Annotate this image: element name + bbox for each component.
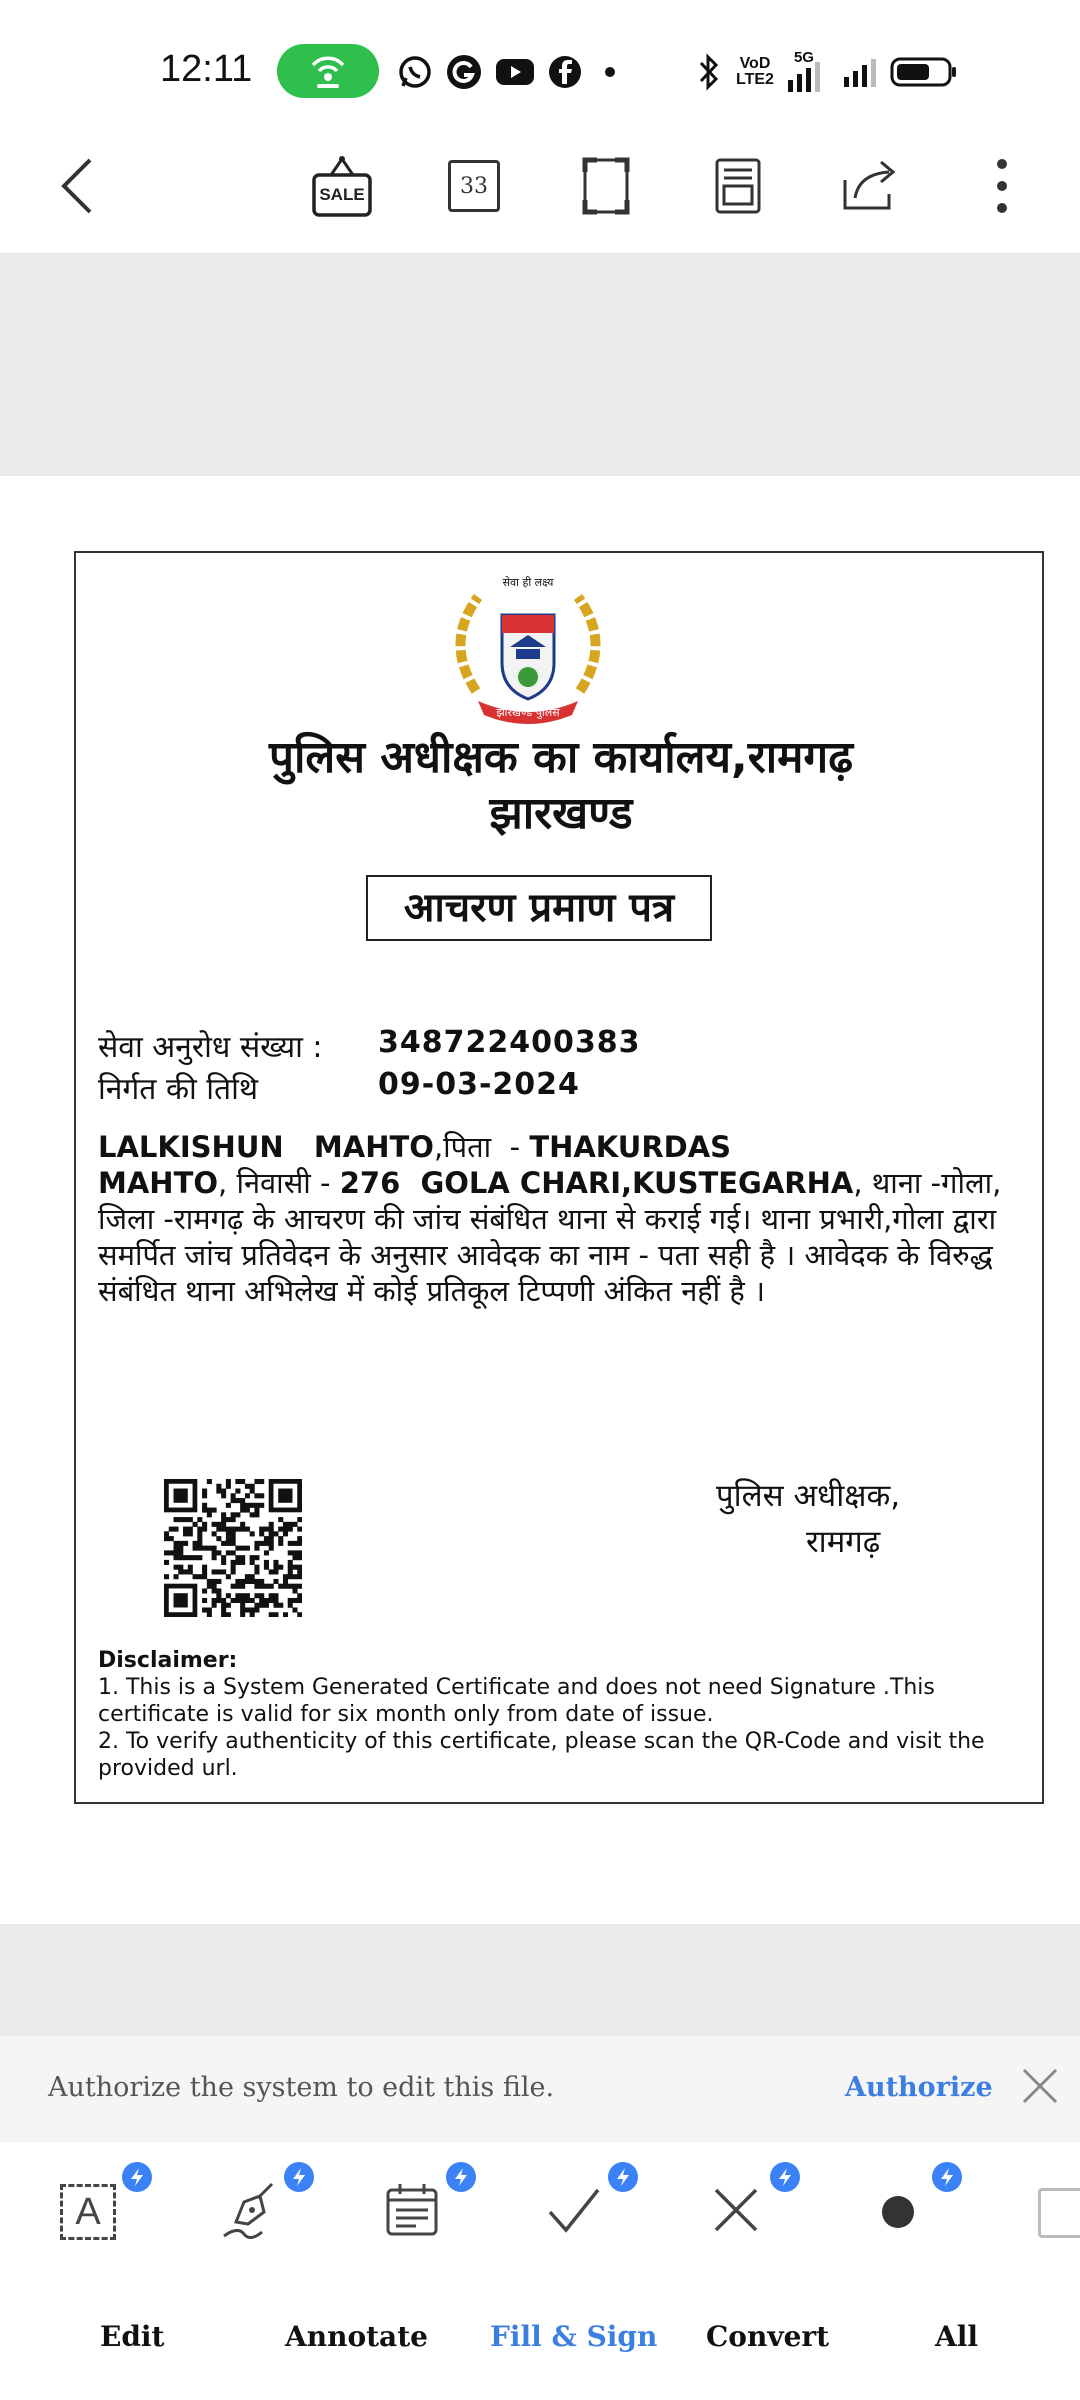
cross-icon <box>704 2178 768 2242</box>
pro-badge-icon <box>284 2162 314 2192</box>
service-request-value: 348722400383 <box>378 1025 641 1060</box>
page-count-badge <box>448 160 500 212</box>
service-request-label: सेवा अनुरोध संख्या : <box>98 1030 323 1065</box>
police-emblem <box>438 573 618 733</box>
status-bar <box>0 0 1080 120</box>
g-icon <box>445 53 483 91</box>
share-button[interactable] <box>830 146 910 226</box>
applicant-name: LALKISHUN MAHTO <box>98 1130 434 1164</box>
signal-icon-2 <box>844 57 876 87</box>
signatory <box>716 1473 900 1565</box>
youtube-icon <box>495 57 535 87</box>
share-icon <box>839 158 901 214</box>
authorize-button[interactable]: Authorize <box>845 2072 993 2103</box>
issue-date-label: निर्गत की तिथि <box>98 1072 259 1107</box>
back-button[interactable] <box>38 146 118 226</box>
top-toolbar <box>0 120 1080 254</box>
system-icons <box>696 50 958 94</box>
volte-indicator: VoD LTE2 <box>736 55 774 88</box>
authorize-message: Authorize the system to edit this file. <box>48 2072 555 2103</box>
whatsapp-icon <box>397 54 433 90</box>
checkmark-icon <box>542 2178 606 2242</box>
bluetooth-icon <box>696 52 722 92</box>
cross-tool[interactable] <box>704 2178 774 2248</box>
fullscreen-icon <box>581 156 631 216</box>
emblem-motto: सेवा ही लक्ष्य <box>502 576 554 589</box>
disclaimer-item-1: 1. This is a System Generated Certificate and does not need Signature .This certificate is valid for six month only from date of issue. <box>98 1675 935 1727</box>
certificate-heading: आचरण प्रमाण पत्र <box>366 875 712 941</box>
sale-tag-icon <box>311 153 373 219</box>
bottom-tabs <box>0 2272 1080 2400</box>
tools-row <box>0 2142 1080 2273</box>
filled-dot-icon <box>866 2178 930 2242</box>
battery-icon <box>890 56 958 88</box>
certificate <box>74 551 1044 1804</box>
notification-icons <box>397 52 625 92</box>
tab-annotate[interactable]: Annotate <box>285 2320 428 2353</box>
signal-icon: 5G <box>788 52 820 92</box>
service-request-row <box>98 1025 641 1066</box>
signatory-place: रामगढ़ <box>806 1524 881 1560</box>
close-icon <box>1018 2064 1062 2108</box>
qr-code[interactable] <box>164 1479 302 1617</box>
page-count-button[interactable] <box>434 146 514 226</box>
dot-tool[interactable] <box>866 2178 936 2248</box>
issue-date-value: 09-03-2024 <box>378 1067 580 1102</box>
checkmark-tool[interactable] <box>542 2178 612 2248</box>
status-time: 12:11 <box>160 48 253 90</box>
signature-tool[interactable] <box>218 2178 288 2248</box>
tab-all[interactable]: All <box>935 2320 978 2353</box>
sale-label: SALE <box>319 185 365 204</box>
viewer-background-top <box>0 254 1080 476</box>
pen-sign-icon <box>218 2178 282 2242</box>
viewer-background-bottom <box>0 1924 1080 2036</box>
date-tool[interactable] <box>380 2178 450 2248</box>
pro-badge-icon <box>446 2162 476 2192</box>
text-box-icon <box>60 2184 116 2240</box>
authorize-banner <box>0 2036 1080 2142</box>
close-banner-button[interactable] <box>1018 2064 1062 2108</box>
pro-badge-icon <box>608 2162 638 2192</box>
chevron-left-icon <box>58 156 98 216</box>
dot-icon <box>595 57 625 87</box>
page-view-button[interactable] <box>698 146 778 226</box>
pro-badge-icon <box>122 2162 152 2192</box>
page-count: 33 <box>460 173 488 199</box>
rectangle-icon <box>1038 2188 1080 2238</box>
applicant-address: 276 GOLA CHARI,KUSTEGARHA <box>339 1166 854 1200</box>
office-title: पुलिस अधीक्षक का कार्यालय,रामगढ़ <box>269 732 853 783</box>
issue-date-row <box>98 1067 580 1108</box>
more-tools-partial[interactable] <box>1030 2178 1080 2248</box>
facebook-icon <box>547 54 583 90</box>
office-state: झारखण्ड <box>489 788 633 839</box>
disclaimer-item-2: 2. To verify authenticity of this certificate, please scan the QR-Code and visit the provided url. <box>98 1729 985 1781</box>
disclaimer <box>98 1647 998 1782</box>
calendar-icon <box>380 2178 444 2242</box>
certificate-body: LALKISHUN MAHTO,पिता - THAKURDAS MAHTO, निवासी - 276 GOLA CHARI,KUSTEGARHA, थाना -गोला, जिला -रामगढ़ के आचरण की जांच संबंधित थाना से कराई गई। थाना प्रभारी,गोला द्वारा समर्पित जांच प्रतिवेदन के अनुसार आवेदक का नाम - पता सही है । आवेदक के विरुद्ध संबंधित थाना अभिलेख में कोई प्रतिकूल टिप्पणी अंकित नहीं है । <box>98 1130 1002 1308</box>
tab-fill-sign[interactable]: Fill & Sign <box>490 2320 658 2353</box>
tab-edit[interactable]: Edit <box>100 2320 165 2353</box>
tab-convert[interactable]: Convert <box>706 2320 830 2353</box>
pro-badge-icon <box>770 2162 800 2192</box>
pro-badge-icon <box>932 2162 962 2192</box>
signatory-title: पुलिस अधीक्षक, <box>716 1478 901 1514</box>
father-name: THAKURDAS MAHTO <box>98 1130 732 1200</box>
hotspot-icon <box>277 44 379 98</box>
page-layout-icon <box>713 156 763 216</box>
emblem-banner-text: झारखण्ड पुलिस <box>496 706 560 719</box>
hotspot-pill[interactable] <box>277 44 379 98</box>
add-text-tool[interactable] <box>56 2178 126 2248</box>
more-options-button[interactable] <box>962 146 1042 226</box>
fit-screen-button[interactable] <box>566 146 646 226</box>
disclaimer-title: Disclaimer: <box>98 1648 238 1673</box>
sale-button[interactable] <box>302 146 382 226</box>
text-tool-glyph: A <box>75 2190 101 2233</box>
more-vertical-icon <box>992 156 1012 216</box>
